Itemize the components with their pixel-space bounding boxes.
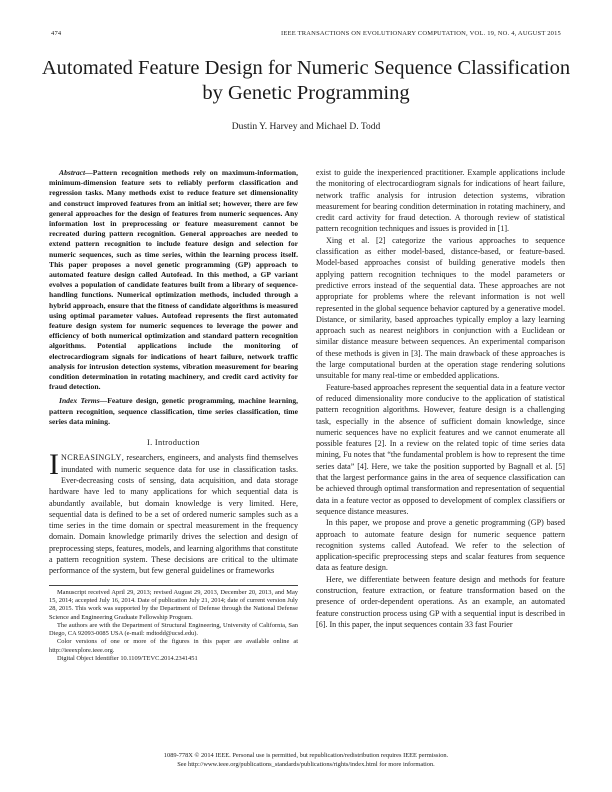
copyright-line: 1089-778X © 2014 IEEE. Personal use is permitted, but republication/redistribution requires IEEE permission.	[163, 752, 449, 759]
abstract-label: Abstract—	[59, 168, 93, 177]
rights-link-line: See http://www.ieee.org/publications_standards/publications/rights/index.html for more information.	[177, 760, 435, 768]
index-terms-label: Index Terms—	[59, 396, 108, 406]
footnote: Manuscript received April 29, 2013; revised August 29, 2013, December 20, 2013, and May 15, 2014; accepted July 16, 2014. Date of publication July 21, 2014; date of current version July 28, 2015. This work was supported by the Department of Defense through the National Defense Science and Engineering Graduate Fellowship Program.	[49, 588, 298, 621]
footnotes	[49, 585, 298, 664]
body-paragraph: In this paper, we propose and prove a genetic programming (GP) based approach to automate feature design for numeric sequence pattern recognition systems called Autofead. We refer to the selection of application-specific preprocessing steps and scalar features from sequence data as feature design.	[316, 518, 565, 573]
left-column	[49, 168, 298, 663]
footnote: Digital Object Identifier 10.1109/TEVC.2014.2341451	[57, 655, 198, 663]
intro-text: , researchers, engineers, and analysts find themselves inundated with numeric sequence data for use in classification tasks. Ever-decreasing costs of sensing, data acquisition, and data storage hardware have led to many applications for which sequential data is abundantly available, but domain knowledge is very limited. Here, sequential data is defined to be a set of ordered numeric samples such as a time series in the time domain or spectral measurement in the frequency domain. Domain knowledge primarily drives the selection and design of preprocessing steps, features, models, and learning algorithms that constitute a pattern recognition system. These decisions are critical to the ultimate performance of the system, but few general guidelines or frameworks	[49, 453, 298, 576]
running-header	[51, 30, 561, 42]
body-paragraph: Feature-based approaches represent the sequential data in a feature vector of reduced dimensionality more conducive to the application of statistical pattern recognition algorithms. However, feature design is a challenging task, especially in the absence of sufficient domain knowledge, since numeric sequences have no explicit features and we cannot enumerate all possible features [2]. In a review on the related topic of time series data mining, Fu notes that “the fundamental problem is how to represent the time series data” [4]. Here, we take the position supported by Bagnall et al. [5] that the largest performance gains in the area of sequence classification can be achieved through optimal transformation and representation of sequential data in a feature vector as opposed to development of complex classifiers or sequence distance measures.	[316, 382, 565, 516]
authors: Dustin Y. Harvey and Michael D. Todd	[231, 122, 381, 132]
abstract	[49, 168, 298, 392]
paper-title: Automated Feature Design for Numeric Sequence Classification by Genetic Programming	[41, 57, 571, 104]
footnote: Color versions of one or more of the figures in this paper are available online at http://ieeexplore.ieee.org.	[49, 638, 298, 654]
footnote: The authors are with the Department of Structural Engineering, University of California, San Diego, CA 92093-0085 USA (e-mail: mdtodd@ucsd.edu).	[49, 621, 298, 638]
page-number: 474	[51, 30, 62, 37]
abstract-text: Pattern recognition methods rely on maximum-information, minimum-dimension feature sets to reliably perform classification and regression tasks. Many methods exist to reduce feature set dimensionality and construct improved features from an initial set; however, there are few general approaches for the design of features from numeric sequences. Any information lost in preprocessing or feature measurement cannot be recreated during pattern recognition. General approaches are needed to extend pattern recognition to include feature design and selection for numeric sequences, such as time series, within the learning process itself. This paper proposes a novel genetic programming (GP) approach to automated feature design called Autofead. In this method, a GP variant evolves a population of candidate features built from a library of sequence-handling functions. Numerical optimization methods, included through a hybrid approach, ensure that the fitness of candidate algorithms is measured using optimal parameter values. Autofead represents the first automated feature design system for numeric sequences to leverage the power and efficiency of both numerical optimization and standard pattern recognition algorithms. Potential applications include the monitoring of electrocardiogram signals for indications of heart failure, network traffic analysis for intrusion detection systems, vibration measurement for bearing condition determination in rotating machinery, and credit card activity for fraud detection.	[49, 168, 298, 392]
index-terms-text: Feature design, genetic programming, machine learning, pattern recognition, sequence classification, time series classification, time series data mining.	[49, 396, 299, 426]
body-paragraph: Xing et al. [2] categorize the various approaches to sequence classification as either model-based, distance-based, or feature-based. Model-based approaches consist of building generative models then applying pattern recognition techniques to the model parameters or predictive errors instead of the sequential data. These approaches are not appropriate for problems where the relevant information is not well represented in the global sequence behavior captured by a generative model. Distance, or similarity, based approaches typically employ a lazy learning approach such as nearest neighbors in conjunction with a Euclidean or similar distance measure between sequences. An experimental comparison of these methods is given in [3]. The main drawback of these approaches is the large computational burden at the operation stage rendering solutions unsuitable for many real-time or embedded applications.	[316, 235, 565, 381]
section-heading: I. Introduction	[147, 438, 200, 448]
right-column	[316, 167, 565, 630]
intro-paragraph	[49, 448, 298, 576]
index-terms	[49, 396, 298, 427]
intro-lead: NCREASINGLY	[61, 453, 122, 463]
body-paragraph: exist to guide the inexperienced practitioner. Example applications include the monitoring of electrocardiogram signals for indications of heart failure, network traffic analysis for intrusion detection systems, vibration measurement for bearing condition determination in rotating machinery, and credit card activity for fraud detection. A thorough review of statistical pattern recognition techniques and issues is provided in [1].	[316, 168, 565, 234]
copyright-footer	[40, 752, 572, 769]
journal-header: IEEE TRANSACTIONS ON EVOLUTIONARY COMPUTATION, VOL. 19, NO. 4, AUGUST 2015	[281, 30, 561, 37]
body-paragraph: Here, we differentiate between feature design and methods for feature construction, feature extraction, or feature transformation based on the presence of order-dependent operations. As an example, an automated feature construction process using GP with a sequential input is described in [6]. In this paper, the input sequences contain 33 fast Fourier	[316, 574, 565, 629]
drop-cap: I	[49, 448, 59, 482]
